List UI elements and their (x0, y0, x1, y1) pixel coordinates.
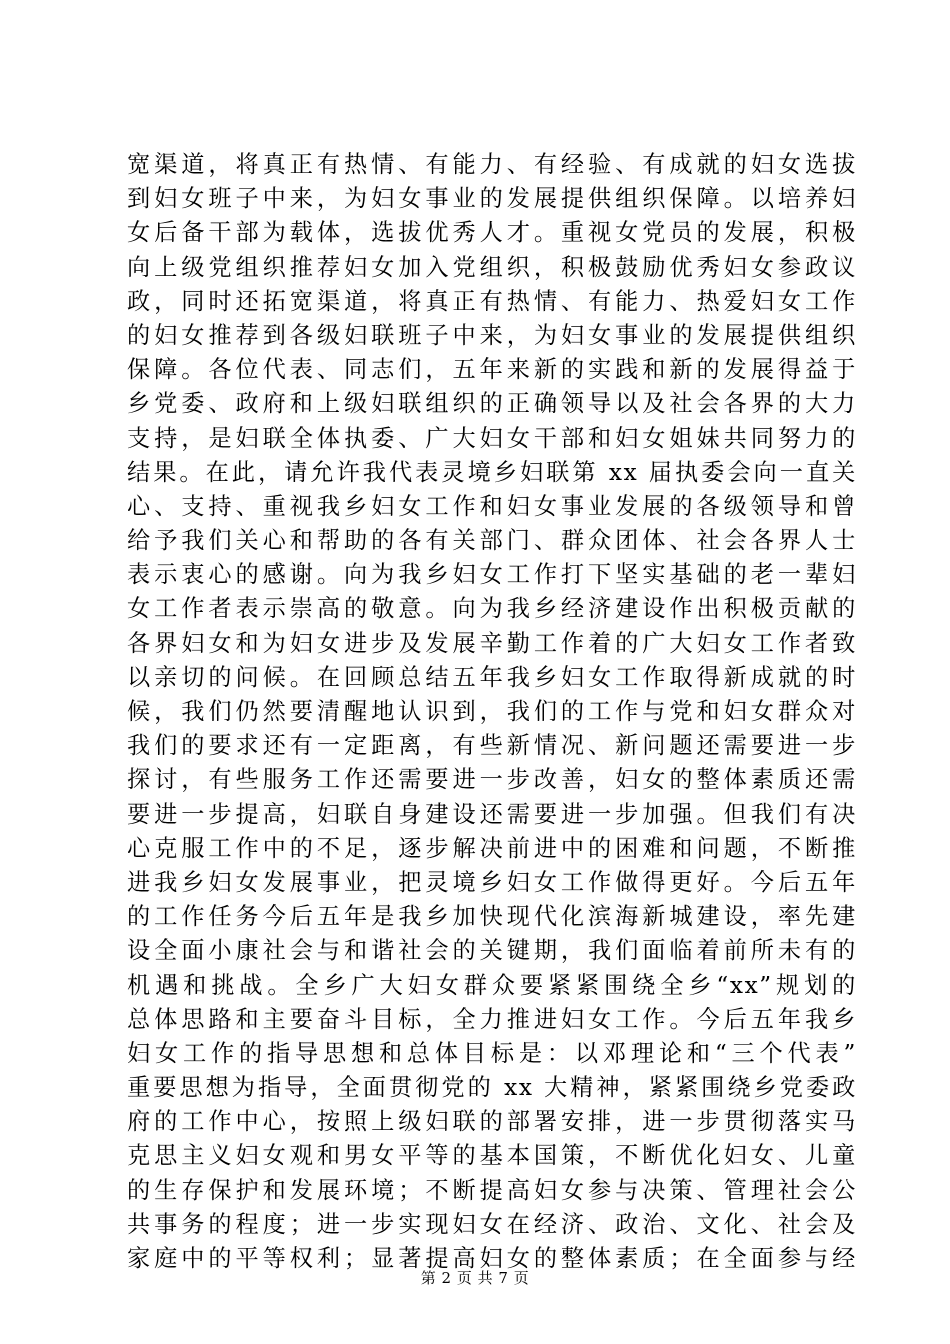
text-line: 支持，是妇联全体执委、广大妇女干部和妇女姐妹共同努力的 (127, 424, 857, 452)
text-line: 女后备干部为载体，选拔优秀人才。重视女党员的发展，积极 (127, 219, 857, 247)
text-line: 府的工作中心，按照上级妇联的部署安排，进一步贯彻落实马 (127, 1108, 857, 1136)
text-line: 进我乡妇女发展事业，把灵境乡妇女工作做得更好。今后五年 (127, 868, 857, 896)
text-line: 以亲切的问候。在回顾总结五年我乡妇女工作取得新成就的时 (127, 663, 857, 691)
text-line: 共事务的程度；进一步实现妇女在经济、政治、文化、社会及 (127, 1210, 857, 1238)
text-line: 我们的要求还有一定距离，有些新情况、新问题还需要进一步 (127, 732, 857, 760)
text-line: 重要思想为指导，全面贯彻党的 xx 大精神，紧紧围绕乡党委政 (127, 1074, 857, 1102)
text-line: 女工作者表示崇高的敬意。向为我乡经济建设作出积极贡献的 (127, 595, 857, 623)
text-line: 表示衷心的感谢。向为我乡妇女工作打下坚实基础的老一辈妇 (127, 561, 857, 589)
text-line: 要进一步提高，妇联自身建设还需要进一步加强。但我们有决 (127, 800, 857, 828)
text-line: 机遇和挑战。全乡广大妇女群众要紧紧围绕全乡“xx”规划的 (127, 971, 857, 999)
page-number-footer: 第 2 页 共 7 页 (420, 1269, 530, 1287)
text-line: 心、支持、重视我乡妇女工作和妇女事业发展的各级领导和曾 (127, 492, 857, 520)
text-line: 的妇女推荐到各级妇联班子中来，为妇女事业的发展提供组织 (127, 321, 857, 349)
text-line: 探讨，有些服务工作还需要进一步改善，妇女的整体素质还需 (127, 766, 857, 794)
text-line: 到妇女班子中来，为妇女事业的发展提供组织保障。以培养妇 (127, 185, 857, 213)
text-line: 总体思路和主要奋斗目标，全力推进妇女工作。今后五年我乡 (127, 1005, 857, 1033)
text-line: 保障。各位代表、同志们，五年来新的实践和新的发展得益于 (127, 356, 857, 384)
text-line: 候，我们仍然要清醒地认识到，我们的工作与党和妇女群众对 (127, 698, 857, 725)
text-line: 乡党委、政府和上级妇联组织的正确领导以及社会各界的大力 (127, 390, 857, 418)
text-line: 结果。在此，请允许我代表灵境乡妇联第 xx 届执委会向一直关 (127, 458, 857, 486)
text-line: 宽渠道，将真正有热情、有能力、有经验、有成就的妇女选拔 (127, 151, 857, 178)
text-line: 克思主义妇女观和男女平等的基本国策，不断优化妇女、儿童 (127, 1142, 857, 1170)
text-line: 设全面小康社会与和谐社会的关键期，我们面临着前所未有的 (127, 937, 857, 965)
text-line: 向上级党组织推荐妇女加入党组织，积极鼓励优秀妇女参政议 (127, 253, 857, 281)
text-line: 家庭中的平等权利；显著提高妇女的整体素质；在全面参与经 (127, 1245, 857, 1272)
text-line: 各界妇女和为妇女进步及发展辛勤工作着的广大妇女工作者致 (127, 629, 857, 657)
text-line: 妇女工作的指导思想和总体目标是：以邓理论和“三个代表” (127, 1039, 857, 1067)
text-line: 的生存保护和发展环境；不断提高妇女参与决策、管理社会公 (127, 1176, 857, 1204)
text-line: 心克服工作中的不足，逐步解决前进中的困难和问题，不断推 (127, 834, 857, 862)
text-line: 政，同时还拓宽渠道，将真正有热情、有能力、热爱妇女工作 (127, 287, 857, 315)
text-line: 的工作任务今后五年是我乡加快现代化滨海新城建设，率先建 (127, 903, 857, 931)
text-line: 给予我们关心和帮助的各有关部门、群众团体、社会各界人士 (127, 527, 857, 555)
body-text (127, 148, 857, 1276)
